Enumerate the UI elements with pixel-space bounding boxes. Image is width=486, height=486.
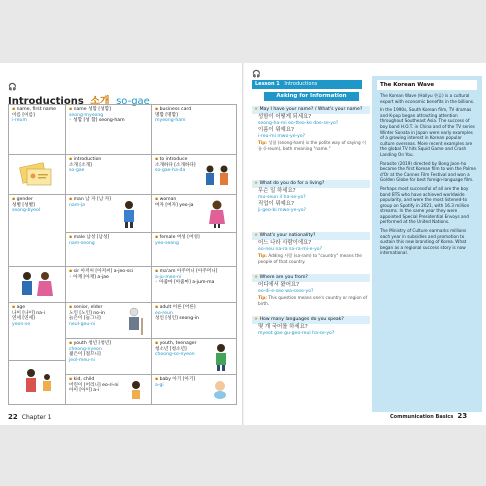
vocab-cell <box>9 303 66 361</box>
question: ★ May I have your name? / What's your name? <box>252 106 370 114</box>
cell-rom: myeong-ham <box>155 118 186 124</box>
tip-label: Tip: <box>258 295 267 300</box>
cell-rom: a-gi <box>155 382 164 388</box>
cell-ko: 소개하다 [소개하다] <box>155 162 196 168</box>
vocab-cell <box>66 233 152 267</box>
cell-ko: 젊은이 [절므니] <box>69 352 101 358</box>
headphones-icon[interactable]: 🎧 <box>252 70 261 78</box>
title-en: Introductions <box>8 96 84 107</box>
cell-en: ▪ age <box>12 305 63 311</box>
cell-rom: i-reum <box>12 118 27 124</box>
vocab-cell <box>66 375 152 405</box>
cell-rom: cheong-nyeon <box>69 346 102 352</box>
answer-rom: i-reu-mi mwo-ye-yo? <box>258 134 306 139</box>
tip <box>252 253 370 265</box>
qa-block <box>252 316 370 337</box>
vocab-cell <box>9 105 66 155</box>
cell-en: ▪ male 남성 [남성] <box>69 235 149 241</box>
cell-ko: ◦ 아줌마 [아줌마] a-jum-ma <box>155 280 215 286</box>
cell-ko: 소개 [소개] <box>69 162 92 168</box>
sidebar-paragraph: Parasite (2019) directed by Bong Joon-ho became the first Korean film to win the Palme d'Or at the Cannes Film Festival and won a Golden Globe for best foreign-language film. <box>380 160 476 183</box>
vocab-cell <box>66 267 152 303</box>
baby-illustration <box>210 379 230 401</box>
cell-ko: ◦ 아재 [아재] a-jae <box>69 274 109 280</box>
illustration-cell <box>9 361 66 405</box>
cell-en: ▪ name 성함 [성함] <box>69 107 149 113</box>
cell-en: ▪ gender <box>12 197 63 203</box>
tip-label: Tip: <box>258 140 267 145</box>
cell-rom: cheong-so-nyeon <box>155 352 195 358</box>
sidebar-paragraph: The Korean Wave (Hallyu 한류) is a cultural export with economic benefits in the billions. <box>380 93 475 104</box>
tip <box>252 140 370 152</box>
vocab-cell <box>152 375 237 405</box>
cell-ko: ◦ 성함 [성 함] seong-ham <box>69 118 125 124</box>
page-footer-left <box>8 413 51 421</box>
cell-ko: 여자 [여자] yeo-ja <box>155 202 194 208</box>
answer-rom: eo-di-e-seo wa-sseo-yo? <box>258 289 314 294</box>
cell-en: ▪ business card <box>155 107 234 113</box>
page-number-right: 23 <box>457 412 468 420</box>
cell-ko: 어린이 [어리니] eo-ri-ni <box>69 382 119 388</box>
answer-ko: 직업이 뭐예요? <box>258 201 294 207</box>
vocab-cell <box>152 303 237 339</box>
vocab-cell <box>66 195 152 233</box>
cell-rom: jeol-meu-ni <box>69 357 95 363</box>
cell-en: ▪ youth, teenager <box>155 341 234 347</box>
title-rom: so-gae <box>116 96 150 107</box>
answer-rom: mu-seun il ha-se-yo? <box>258 195 306 200</box>
qa-block <box>252 274 370 307</box>
sidebar-paragraph: In the 1990s, South Korean film, TV dramas and K-pop began attracting attention throughout Southeast Asia. The success of boy band H.O.T. in China and of the TV series Winter Sonata in Japan were early examples of a growing interest in Korean popular culture overseas. More recent examples are the global TV hits Squid Game and Crash Landing On You. <box>380 107 475 157</box>
cell-rom: a-ju-meo-ni <box>155 274 182 280</box>
book-gutter <box>242 63 244 425</box>
elder-illustration <box>122 306 146 336</box>
title-ko: 소개 <box>90 96 110 107</box>
tip <box>252 295 370 307</box>
vocab-cell <box>152 267 237 303</box>
answer-ko: 이름이 뭐예요? <box>258 127 294 133</box>
answer-rom: ji-geo-bi mwo-ye-yo? <box>258 208 306 213</box>
tip-text: 성함 (seong-ham) is the polite way of saying 이름 (i-reum), both meaning "name." <box>258 140 366 151</box>
answer-rom: eo-neu na-ra sa-ra-mi-e-yo? <box>258 247 323 252</box>
cell-ko: 노인 [노인] no-in <box>69 310 105 316</box>
vocab-cell <box>152 155 237 195</box>
vocab-cell <box>152 233 237 267</box>
cell-en: ▪ name, first name <box>12 107 63 113</box>
qa-block <box>252 232 370 265</box>
teenager-illustration <box>210 342 232 372</box>
vocab-grid <box>8 104 237 405</box>
cell-en: ▪ sir 아저씨 [아저씨] a-jeo-ssi <box>69 269 149 275</box>
vocab-cell <box>9 195 66 267</box>
cell-rom: so-gae-ha-da <box>155 168 186 174</box>
question: ★ What's your nationality? <box>252 232 370 240</box>
cell-ko: 성인 [성인] seong-in <box>155 316 199 322</box>
illustration-cell <box>9 267 66 303</box>
cell-en: ▪ adult 어른 [어른] <box>155 305 234 311</box>
cell-ko: 늙은이 [늘그니] <box>69 316 101 322</box>
lesson-ribbon <box>252 80 362 89</box>
cell-en: ▪ man 남 자 [남 자] <box>69 197 149 203</box>
woman-illustration <box>206 199 228 229</box>
cell-en: ▪ youth 청년 [청년] <box>69 341 149 347</box>
answer-ko: 성함이 어떻게 되세요? <box>258 114 312 120</box>
vocab-cell <box>66 105 152 155</box>
answer-rom: seong-ha-mi eo-tteo-ke doe-se-yo? <box>258 121 339 126</box>
answer-ko: 어느 나라 사람이에요? <box>258 240 312 246</box>
section-subtitle: Asking for Information <box>264 92 359 101</box>
cell-rom: so-gae <box>69 168 85 174</box>
tip-text: Adding 사람 (sa-ram) to "country" means the people of that country. <box>258 253 362 264</box>
cell-en: ▪ woman <box>155 197 234 203</box>
cell-rom: seong-myeong <box>69 112 104 118</box>
cell-en: ▪ baby 아기 [아기] <box>155 377 234 383</box>
headphones-icon[interactable]: 🎧 <box>8 83 17 91</box>
cell-ko: 명함 [명함] <box>155 112 178 118</box>
cell-en: ▪ female 여성 [여성] <box>155 235 234 241</box>
cell-rom: seong-byeol <box>12 208 41 214</box>
qa-block <box>252 106 370 152</box>
illustration-cell <box>9 155 66 195</box>
cell-ko: 연세 [연세] <box>12 316 35 322</box>
age-illustration <box>19 365 57 401</box>
two-people-illustration <box>202 163 232 191</box>
vocab-cell <box>152 339 237 375</box>
cell-ko: 이름 [이름] <box>12 112 35 118</box>
footer-label: Communication Basics <box>390 414 454 420</box>
vocab-cell <box>66 303 152 339</box>
answer-rom: myeot gae gu-geo-reul ha-se-yo? <box>258 331 335 336</box>
sidebar-paragraph: Perhaps most successful of all are the boy band BTS who have achieved worldwide popularity, and were the most listened-to group on Spotify in 2021, with 16.3 million streams. In the same year they were appointed Special Presidential Envoys and performed at the United Nations. <box>380 185 470 225</box>
cell-rom: yeo-seong <box>155 240 179 246</box>
cell-en: ▪ kid, child <box>69 377 149 383</box>
child-illustration <box>126 379 146 403</box>
answer-ko: 몇 개 국어를 하세요? <box>258 324 308 330</box>
question: ★ What do you do for a living? <box>252 180 370 188</box>
korean-wave-sidebar <box>372 76 482 412</box>
chapter-label: Chapter 1 <box>21 414 52 421</box>
lesson-label: Lesson 1 <box>255 81 280 87</box>
cell-en: ▪ to introduce <box>155 157 234 163</box>
cell-ko: 청소년 [청소년] <box>155 346 187 352</box>
qa-block <box>252 180 370 214</box>
question: ★ How many languages do you speak? <box>252 316 370 324</box>
vocab-cell <box>66 155 152 195</box>
sidebar-paragraph: The Ministry of Culture earmarks millions each year in subsidies and promotion to sustain this new branding of Korea. What began as a regional success story is now international. <box>380 228 467 256</box>
cell-ko: 나이 [나이] na-i <box>12 310 45 316</box>
sidebar-title: The Korean Wave <box>377 80 477 90</box>
answer-ko: 어디에서 왔어요? <box>258 282 300 288</box>
vocab-cell <box>66 339 152 375</box>
lesson-title: Introductions <box>284 81 318 87</box>
cell-rom: nam-ja <box>69 202 85 208</box>
vocab-cell <box>152 195 237 233</box>
cell-en: ▪ introduction <box>69 157 149 163</box>
page-footer-right <box>390 412 467 420</box>
man-illustration <box>118 199 140 229</box>
tip-label: Tip: <box>258 253 267 258</box>
cell-rom: nam-seong <box>69 240 95 246</box>
cell-rom: eo-reun <box>155 310 173 316</box>
cell-ko: 성별 [성별] <box>12 202 35 208</box>
tip-text: This question means one's country or region of birth. <box>258 295 368 306</box>
cell-en: ▪ senior, elder <box>69 305 149 311</box>
answer-ko: 무슨 일 하세요? <box>258 188 296 194</box>
question: ★ Where are you from? <box>252 274 370 282</box>
vocab-cell <box>152 105 237 155</box>
couple-illustration <box>17 270 57 300</box>
cell-rom: yeon-se <box>12 321 31 327</box>
business-cards-illustration <box>19 159 55 191</box>
page-number-left: 22 <box>8 413 18 421</box>
cell-ko: 아이 [아이] a-i <box>69 388 100 394</box>
cell-rom: neul-geu-ni <box>69 321 96 327</box>
cell-en: ▪ ma'am 아주머니 [아주머니] <box>155 269 234 275</box>
